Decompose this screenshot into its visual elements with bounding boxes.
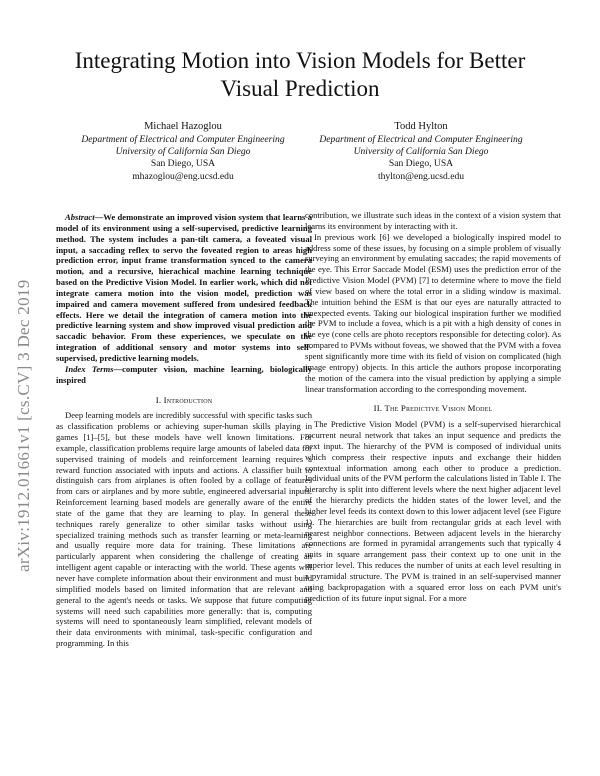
index-terms [56,364,312,386]
author-email[interactable]: thylton@eng.ucsd.edu [377,170,465,182]
abstract-label: Abstract [65,212,95,222]
author-university: University of California San Diego [115,146,251,158]
pvm-paragraph: The Predictive Vision Model (PVM) is a self-supervised hierarchical recurrent neural network that takes an input sequence and predicts the next input. The hierarchy of the PVM is composed of individual units which compress their respective inputs and exchange their hidden contextual information among each other to produce a prediction. Individual units of the PVM perform the calculations listed in Table I. The hierarchy is split into different levels where the next higher adjacent level of the hierarchy predicts the hidden states of the lower level, and the higher level feeds its context down to this lower adjacent level (see Figure 1). The hierarchies are built from rectangular grids at each level with nearest neighbor connections. Between adjacent levels in the hierarchy connections are formed in pyramidal arrangements such that typically 4 units in square arrangement pass their context up to one unit in the superior level. This reduces the number of units at each level resulting in a pyramidal structure. The PVM is trained in an self-supervised manner using backpropagation with a squared error loss on each PVM unit's prediction of its future input signal. For a more [305,419,561,603]
index-terms-text: —computer vision, machine learning, biologically inspired [56,363,312,385]
index-terms-label: Index Terms [65,363,114,374]
author-block-1 [48,120,318,183]
arxiv-identifier[interactable]: arXiv:1912.01661v1 [cs.CV] 3 Dec 2019 [14,279,33,572]
section-heading-pvm: II. The Predictive Vision Model [373,403,493,414]
left-column [56,212,312,649]
author-university: University of California San Diego [353,146,489,158]
right-column [305,210,561,604]
title-line-1: Integrating Motion into Vision Models for Better [74,48,526,73]
abstract [56,212,312,364]
intro-paragraph-continued: contribution, we illustrate such ideas in the context of a vision system that learns its environment by interacting with it. [305,210,561,231]
section-heading-introduction: I. Introduction [155,394,213,405]
paper-title [40,47,560,103]
author-department: Department of Electrical and Computer Engineering [81,134,285,145]
author-department: Department of Electrical and Computer Engineering [319,134,523,145]
intro-paragraph: In previous work [6] we developed a biologically inspired model to address some of these issues, by focusing on a simple problem of visually surveying an environment by emulating saccades; the rapid movements of the eye. This Error Saccade Model (ESM) uses the prediction error of the Predictive Vision Model (PVM) [7] to determine where to move the field of view based on where the total error in a sliding window is maximal. The intuition behind the ESM is that our eyes are naturally attracted to unexpected events. Taking our biological inspiration further we modified the PVM to include a fovea, which is a pit with a high density of cones in the eye (cone cells are photo receptors responsible for detecting color). As compared to PVMs without foveas, we showed that the PVM with a fovea spent significantly more time with its field of vision on complicated (high image entropy) objects. In this article the authors propose incorporating the motion of the camera into the visual prediction by applying a simple linear transformation according to the corresponding movement. [305,231,561,394]
abstract-text: —We demonstrate an improved vision system that learns a model of its environment using a self-supervised, predictive learning method. The system includes a pan-tilt camera, a foveated visual input, a saccading reflex to servo the foveated region to areas high prediction error, input frame transformation synced to the camera motion, and a recursive, hierachical machine learning technique based on the Predictive Vision Model. In earlier work, which did not integrate camera motion into the vision model, prediction was impaired and camera movement suffered from undesired feedback effects. Here we detail the integration of camera motion into the predictive learning system and show improved visual prediction and saccadic behavior. From these experiences, we speculate on the integration of additional sensory and motor systems into self-supervised, predictive learning models. [56,212,312,363]
title-line-2: Visual Prediction [220,76,380,101]
author-location: San Diego, USA [150,158,216,170]
author-name: Michael Hazoglou [144,121,222,132]
author-email[interactable]: mhazoglou@eng.ucsd.edu [132,170,234,182]
intro-paragraph: Deep learning models are incredibly successful with specific tasks such as classification problems or achieving super-human skills playing in games [1]–[5], but these models have well known limitations. For example, classification problems require large amounts of labeled data for supervised training of models and reinforcement learning requires a reward function associated with inputs and actions. A classifier built to distinguish cars from airplanes is often fooled by a collage of features from cars or airplanes and by more subtle, engineered adversarial inputs. Reinforcement learning based models are generally aware of the entire state of the game that they are learning to play. In general these techniques rarely generalize to other similar tasks without using specialized training methods such as transfer learning or meta-learning and usually require more data for training. These limitations are particularly apparent when considering the challenge of creating an intelligent agent capable or interacting with the world. These agents will never have complete information about their environment and must build simplified models based on limited information that are relevant and general to the agent's needs or tasks. We suppose that future computing systems will need such capabilities more generally: that is, computing systems will need to spontaneously learn simplified, relevant models of their data environments with minimal, task-specific configuration and programming. In this [56,410,312,649]
author-name: Todd Hylton [394,121,448,132]
author-location: San Diego, USA [388,158,454,170]
author-block-2 [286,120,556,183]
